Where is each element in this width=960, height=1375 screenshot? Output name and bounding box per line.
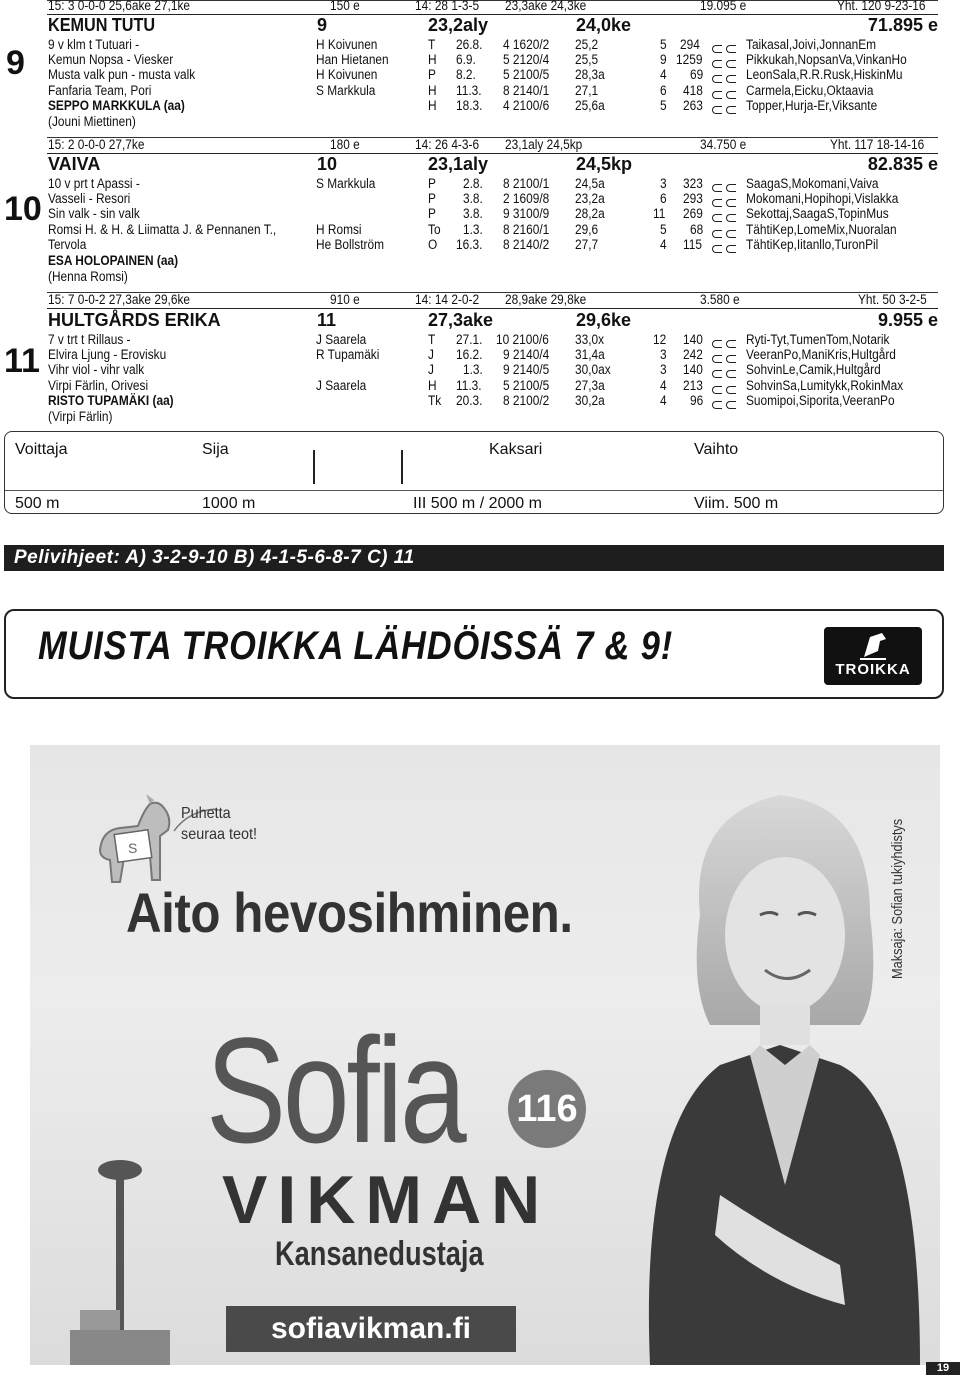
driver: H Koivunen — [316, 67, 378, 82]
breeder: Kemun Nopsa - Viesker — [48, 52, 174, 67]
km-time: 28,3a — [575, 67, 605, 82]
race: 4 1620/2 — [503, 37, 550, 52]
big-start-number: 10 — [317, 154, 338, 174]
colors: Musta valk pun - musta valk — [48, 67, 196, 82]
shoe-icon — [712, 382, 740, 397]
top-finishers: Topper,Hurja-Er,Viksante — [746, 98, 878, 113]
km-time: 27,3a — [575, 378, 605, 393]
exacta-label: Kaksari — [489, 441, 543, 458]
horse-name: HULTGÅRDS ERIKA — [48, 310, 221, 330]
record-14-times: 23,1aly 24,5kp — [505, 137, 583, 152]
ad-slogan: Aito hevosihminen. — [126, 881, 573, 944]
speech-bubble — [181, 803, 257, 845]
top-finishers: SaagaS,Mokomani,Vaiva — [746, 176, 879, 191]
best-record: 23,2aly — [428, 15, 489, 35]
colors: Sin valk - sin valk — [48, 206, 140, 221]
date: 11.3. — [456, 378, 482, 393]
placing: 11 — [653, 206, 666, 221]
shoe-icon — [712, 195, 740, 210]
placing: 5 — [660, 222, 667, 237]
odds: 294 — [680, 37, 700, 52]
breeder: Vasseli - Resori — [48, 191, 131, 206]
record-prize: 180 e — [330, 137, 360, 152]
top-finishers: TähtiKep,Iitanllo,TuronPil — [746, 237, 879, 252]
odds: 1259 — [676, 52, 703, 67]
trainer: ESA HOLOPAINEN (aa) — [48, 253, 179, 268]
odds: 242 — [683, 347, 703, 362]
race: 4 2100/6 — [503, 98, 550, 113]
race: 5 2100/5 — [503, 378, 550, 393]
race: 5 2120/4 — [503, 52, 550, 67]
track: T — [428, 332, 436, 347]
best-record: 27,3ake — [428, 310, 494, 330]
track: T — [428, 37, 436, 52]
shoe-icon — [712, 56, 740, 71]
race: 9 2140/5 — [503, 362, 550, 377]
placing: 5 — [660, 98, 667, 113]
split-mid: III 500 m / 2000 m — [413, 495, 542, 512]
date: 18.3. — [456, 98, 483, 113]
track: Tk — [428, 393, 442, 408]
shoe-icon — [712, 41, 740, 56]
speech-line-1: Puhetta — [181, 805, 231, 822]
track: P — [428, 206, 436, 221]
km-time: 25,2 — [575, 37, 599, 52]
date: 11.3. — [456, 83, 482, 98]
km-time: 27,7 — [575, 237, 599, 252]
total-earnings: 9.955 e — [877, 310, 938, 330]
horse-name: KEMUN TUTU — [48, 15, 156, 35]
race: 8 2140/1 — [503, 83, 550, 98]
speech-line-2: seuraa teot! — [181, 826, 258, 843]
page-number: 19 — [926, 1362, 960, 1375]
record-prize: 150 e — [330, 0, 360, 13]
date: 8.2. — [456, 67, 476, 82]
top-finishers: Mokomani,Hopihopi,Vislakka — [746, 191, 899, 206]
driver: He Bollström — [316, 237, 385, 252]
svg-text:S: S — [128, 840, 138, 856]
record-total: Yht. 117 18-14-16 — [830, 137, 925, 152]
top-finishers: TähtiKep,LomeMix,Nuoralan — [746, 222, 897, 237]
record-summary: 15: 2 0-0-0 27,7ke — [48, 137, 145, 152]
track: H — [428, 83, 437, 98]
winner-label: Voittaja — [15, 441, 68, 458]
race: 8 2100/2 — [503, 393, 550, 408]
track: O — [428, 237, 438, 252]
km-time: 25,5 — [575, 52, 599, 67]
record-14: 14: 28 1-3-5 — [415, 0, 480, 13]
turnover-label: Vaihto — [694, 441, 739, 458]
km-time: 25,6a — [575, 98, 605, 113]
record-summary: 15: 3 0-0-0 25,6ake 27,1ke — [48, 0, 191, 13]
placing: 4 — [660, 378, 667, 393]
pedigree: 10 v prt t Apassi - — [48, 176, 140, 191]
pedigree: 9 v klm t Tutuari - — [48, 37, 140, 52]
km-time: 33,0x — [575, 332, 605, 347]
race: 5 2100/5 — [503, 67, 550, 82]
troikka-banner — [4, 609, 944, 699]
track: P — [428, 67, 436, 82]
date: 16.2. — [456, 347, 483, 362]
result-entry-box — [4, 431, 944, 514]
shoe-icon — [712, 397, 740, 412]
big-start-number: 11 — [317, 310, 337, 330]
divider — [5, 490, 943, 491]
odds: 140 — [683, 362, 703, 377]
top-finishers: Taikasal,Joivi,JonnanEm — [746, 37, 877, 52]
start-number: 9 — [6, 44, 25, 82]
placing: 6 — [660, 191, 667, 206]
date: 1.3. — [463, 362, 483, 377]
owner: Romsi H. & H. & Liimatta J. & Pennanen T., — [48, 222, 277, 237]
owner: Fanfaria Team, Pori — [48, 83, 152, 98]
top-finishers: LeonSala,R.R.Rusk,HiskinMu — [746, 67, 903, 82]
campaign-website: sofiavikman.fi — [226, 1306, 516, 1352]
caretaker: (Jouni Miettinen) — [48, 114, 136, 129]
odds: 69 — [690, 67, 704, 82]
betting-tips-banner: Pelivihjeet: A) 3-2-9-10 B) 4-1-5-6-8-7 C) 11 — [4, 545, 944, 571]
best-record-2: 24,0ke — [576, 15, 632, 35]
track: J — [428, 362, 434, 377]
record-14: 14: 26 4-3-6 — [415, 137, 480, 152]
shoe-icon — [712, 366, 740, 381]
odds: 115 — [683, 237, 702, 252]
total-earnings: 82.835 e — [867, 154, 938, 174]
km-time: 29,6 — [575, 222, 599, 237]
track: H — [428, 378, 437, 393]
record-total: Yht. 50 3-2-5 — [858, 292, 927, 307]
shoe-icon — [712, 226, 740, 241]
race: 10 2100/6 — [496, 332, 549, 347]
placing: 4 — [660, 67, 667, 82]
start-number: 10 — [4, 190, 42, 228]
date: 2.8. — [463, 176, 483, 191]
driver: R Tupamäki — [316, 347, 380, 362]
placing: 4 — [660, 237, 667, 252]
date: 3.8. — [463, 206, 483, 221]
top-finishers: VeeranPo,ManiKris,Hultgård — [746, 347, 896, 362]
split-1000m: 1000 m — [202, 495, 256, 512]
km-time: 23,2a — [575, 191, 605, 206]
start-number: 11 — [4, 342, 40, 380]
record-14-prize: 19.095 e — [700, 0, 747, 13]
top-finishers: SohvinLe,Camik,Hultgård — [746, 362, 881, 377]
km-time: 27,1 — [575, 83, 599, 98]
tower-icon — [70, 1130, 170, 1365]
date: 1.3. — [463, 222, 483, 237]
troikka-logo-text: TROIKKA — [835, 661, 911, 678]
odds: 213 — [683, 378, 703, 393]
driver: H Romsi — [316, 222, 362, 237]
top-finishers: Sekottaj,SaagaS,TopinMus — [746, 206, 889, 221]
date: 16.3. — [456, 237, 483, 252]
big-start-number: 9 — [317, 15, 328, 35]
shoe-icon — [712, 336, 740, 351]
odds: 96 — [690, 393, 704, 408]
record-14-times: 23,3ake 24,3ke — [505, 0, 587, 13]
place-label: Sija — [202, 441, 229, 458]
odds: 293 — [683, 191, 703, 206]
caretaker: (Henna Romsi) — [48, 269, 128, 284]
top-finishers: Suomipoi,Siporita,VeeranPo — [746, 393, 895, 408]
candidate-last-name: VIKMAN — [222, 1162, 551, 1238]
trainer: SEPPO MARKKULA (aa) — [48, 98, 185, 113]
date: 3.8. — [463, 191, 483, 206]
breeder: Elvira Ljung - Erovisku — [48, 347, 167, 362]
odds: 269 — [683, 206, 703, 221]
placing: 4 — [660, 393, 667, 408]
divider — [313, 450, 315, 484]
best-record-2: 29,6ke — [576, 310, 632, 330]
placing: 12 — [653, 332, 667, 347]
shoe-icon — [712, 351, 740, 366]
date: 26.8. — [456, 37, 483, 52]
driver: S Markkula — [316, 83, 376, 98]
track: H — [428, 52, 437, 67]
track: H — [428, 98, 437, 113]
record-14-prize: 34.750 e — [700, 137, 747, 152]
driver: J Saarela — [316, 332, 367, 347]
horse-name: VAIVA — [48, 154, 101, 174]
odds: 140 — [683, 332, 703, 347]
odds: 263 — [683, 98, 703, 113]
shoe-icon — [712, 102, 740, 117]
shoe-icon — [712, 87, 740, 102]
shoe-icon — [712, 241, 740, 256]
top-finishers: SohvinSa,Lumitykk,RokinMax — [746, 378, 904, 393]
race: 8 2100/1 — [503, 176, 550, 191]
track: P — [428, 191, 436, 206]
record-summary: 15: 7 0-0-2 27,3ake 29,6ke — [48, 292, 191, 307]
top-finishers: Carmela,Eicku,Oktaavia — [746, 83, 874, 98]
record-total: Yht. 120 9-23-16 — [837, 0, 926, 13]
odds: 68 — [690, 222, 704, 237]
track: J — [428, 347, 434, 362]
shoe-icon — [712, 210, 740, 225]
record-14-prize: 3.580 e — [700, 292, 740, 307]
record-prize: 910 e — [330, 292, 360, 307]
driver: H Koivunen — [316, 37, 378, 52]
candidate-title: Kansanedustaja — [275, 1235, 484, 1273]
driver: S Markkula — [316, 176, 376, 191]
record-14: 14: 14 2-0-2 — [415, 292, 480, 307]
troikka-logo — [824, 627, 922, 685]
km-time: 30,2a — [575, 393, 605, 408]
owner: Virpi Färlin, Orivesi — [48, 378, 149, 393]
shoe-icon — [712, 71, 740, 86]
km-time: 28,2a — [575, 206, 605, 221]
trainer: RISTO TUPAMÄKI (aa) — [48, 393, 174, 408]
placing: 9 — [660, 52, 667, 67]
km-time: 31,4a — [575, 347, 605, 362]
track: P — [428, 176, 436, 191]
placing: 3 — [660, 362, 667, 377]
race: 9 3100/9 — [503, 206, 550, 221]
placing: 3 — [660, 347, 667, 362]
placing: 5 — [660, 37, 667, 52]
candidate-number-badge: 116 — [508, 1070, 586, 1148]
split-500m: 500 m — [15, 495, 60, 512]
driver: Han Hietanen — [316, 52, 389, 67]
shoe-icon — [712, 180, 740, 195]
candidate-first-name: Sofia — [206, 1006, 464, 1174]
date: 6.9. — [456, 52, 476, 67]
km-time: 24,5a — [575, 176, 605, 191]
race: 8 2160/1 — [503, 222, 550, 237]
track: To — [428, 222, 441, 237]
candidate-photo — [630, 765, 930, 1365]
odds: 323 — [683, 176, 703, 191]
campaign-advertisement — [30, 745, 940, 1365]
km-time: 30,0ax — [575, 362, 611, 377]
race: 8 2140/2 — [503, 237, 550, 252]
split-last-500m: Viim. 500 m — [694, 495, 779, 512]
colors: Vihr viol - vihr valk — [48, 362, 145, 377]
race: 9 2140/4 — [503, 347, 550, 362]
placing: 3 — [660, 176, 667, 191]
top-finishers: Ryti-Tyt,TumenTom,Notarik — [746, 332, 890, 347]
placing: 6 — [660, 83, 667, 98]
date: 27.1. — [456, 332, 483, 347]
total-earnings: 71.895 e — [867, 15, 938, 35]
race: 2 1609/8 — [503, 191, 550, 206]
best-record-2: 24,5kp — [576, 154, 633, 174]
owner-town: Tervola — [48, 237, 87, 252]
driver: J Saarela — [316, 378, 367, 393]
record-14-times: 28,9ake 29,8ke — [505, 292, 587, 307]
top-finishers: Pikkukah,NopsanVa,VinkanHo — [746, 52, 907, 67]
odds: 418 — [683, 83, 703, 98]
divider — [401, 450, 403, 484]
ad-payer-notice: Maksaja: Sofian tukiyhdistys — [889, 818, 906, 979]
troikka-headline: MUISTA TROIKKA LÄHDÖISSÄ 7 & 9! — [38, 624, 674, 668]
caretaker: (Virpi Färlin) — [48, 409, 113, 424]
date: 20.3. — [456, 393, 483, 408]
pedigree: 7 v trt t Rillaus - — [48, 332, 131, 347]
best-record: 23,1aly — [428, 154, 489, 174]
